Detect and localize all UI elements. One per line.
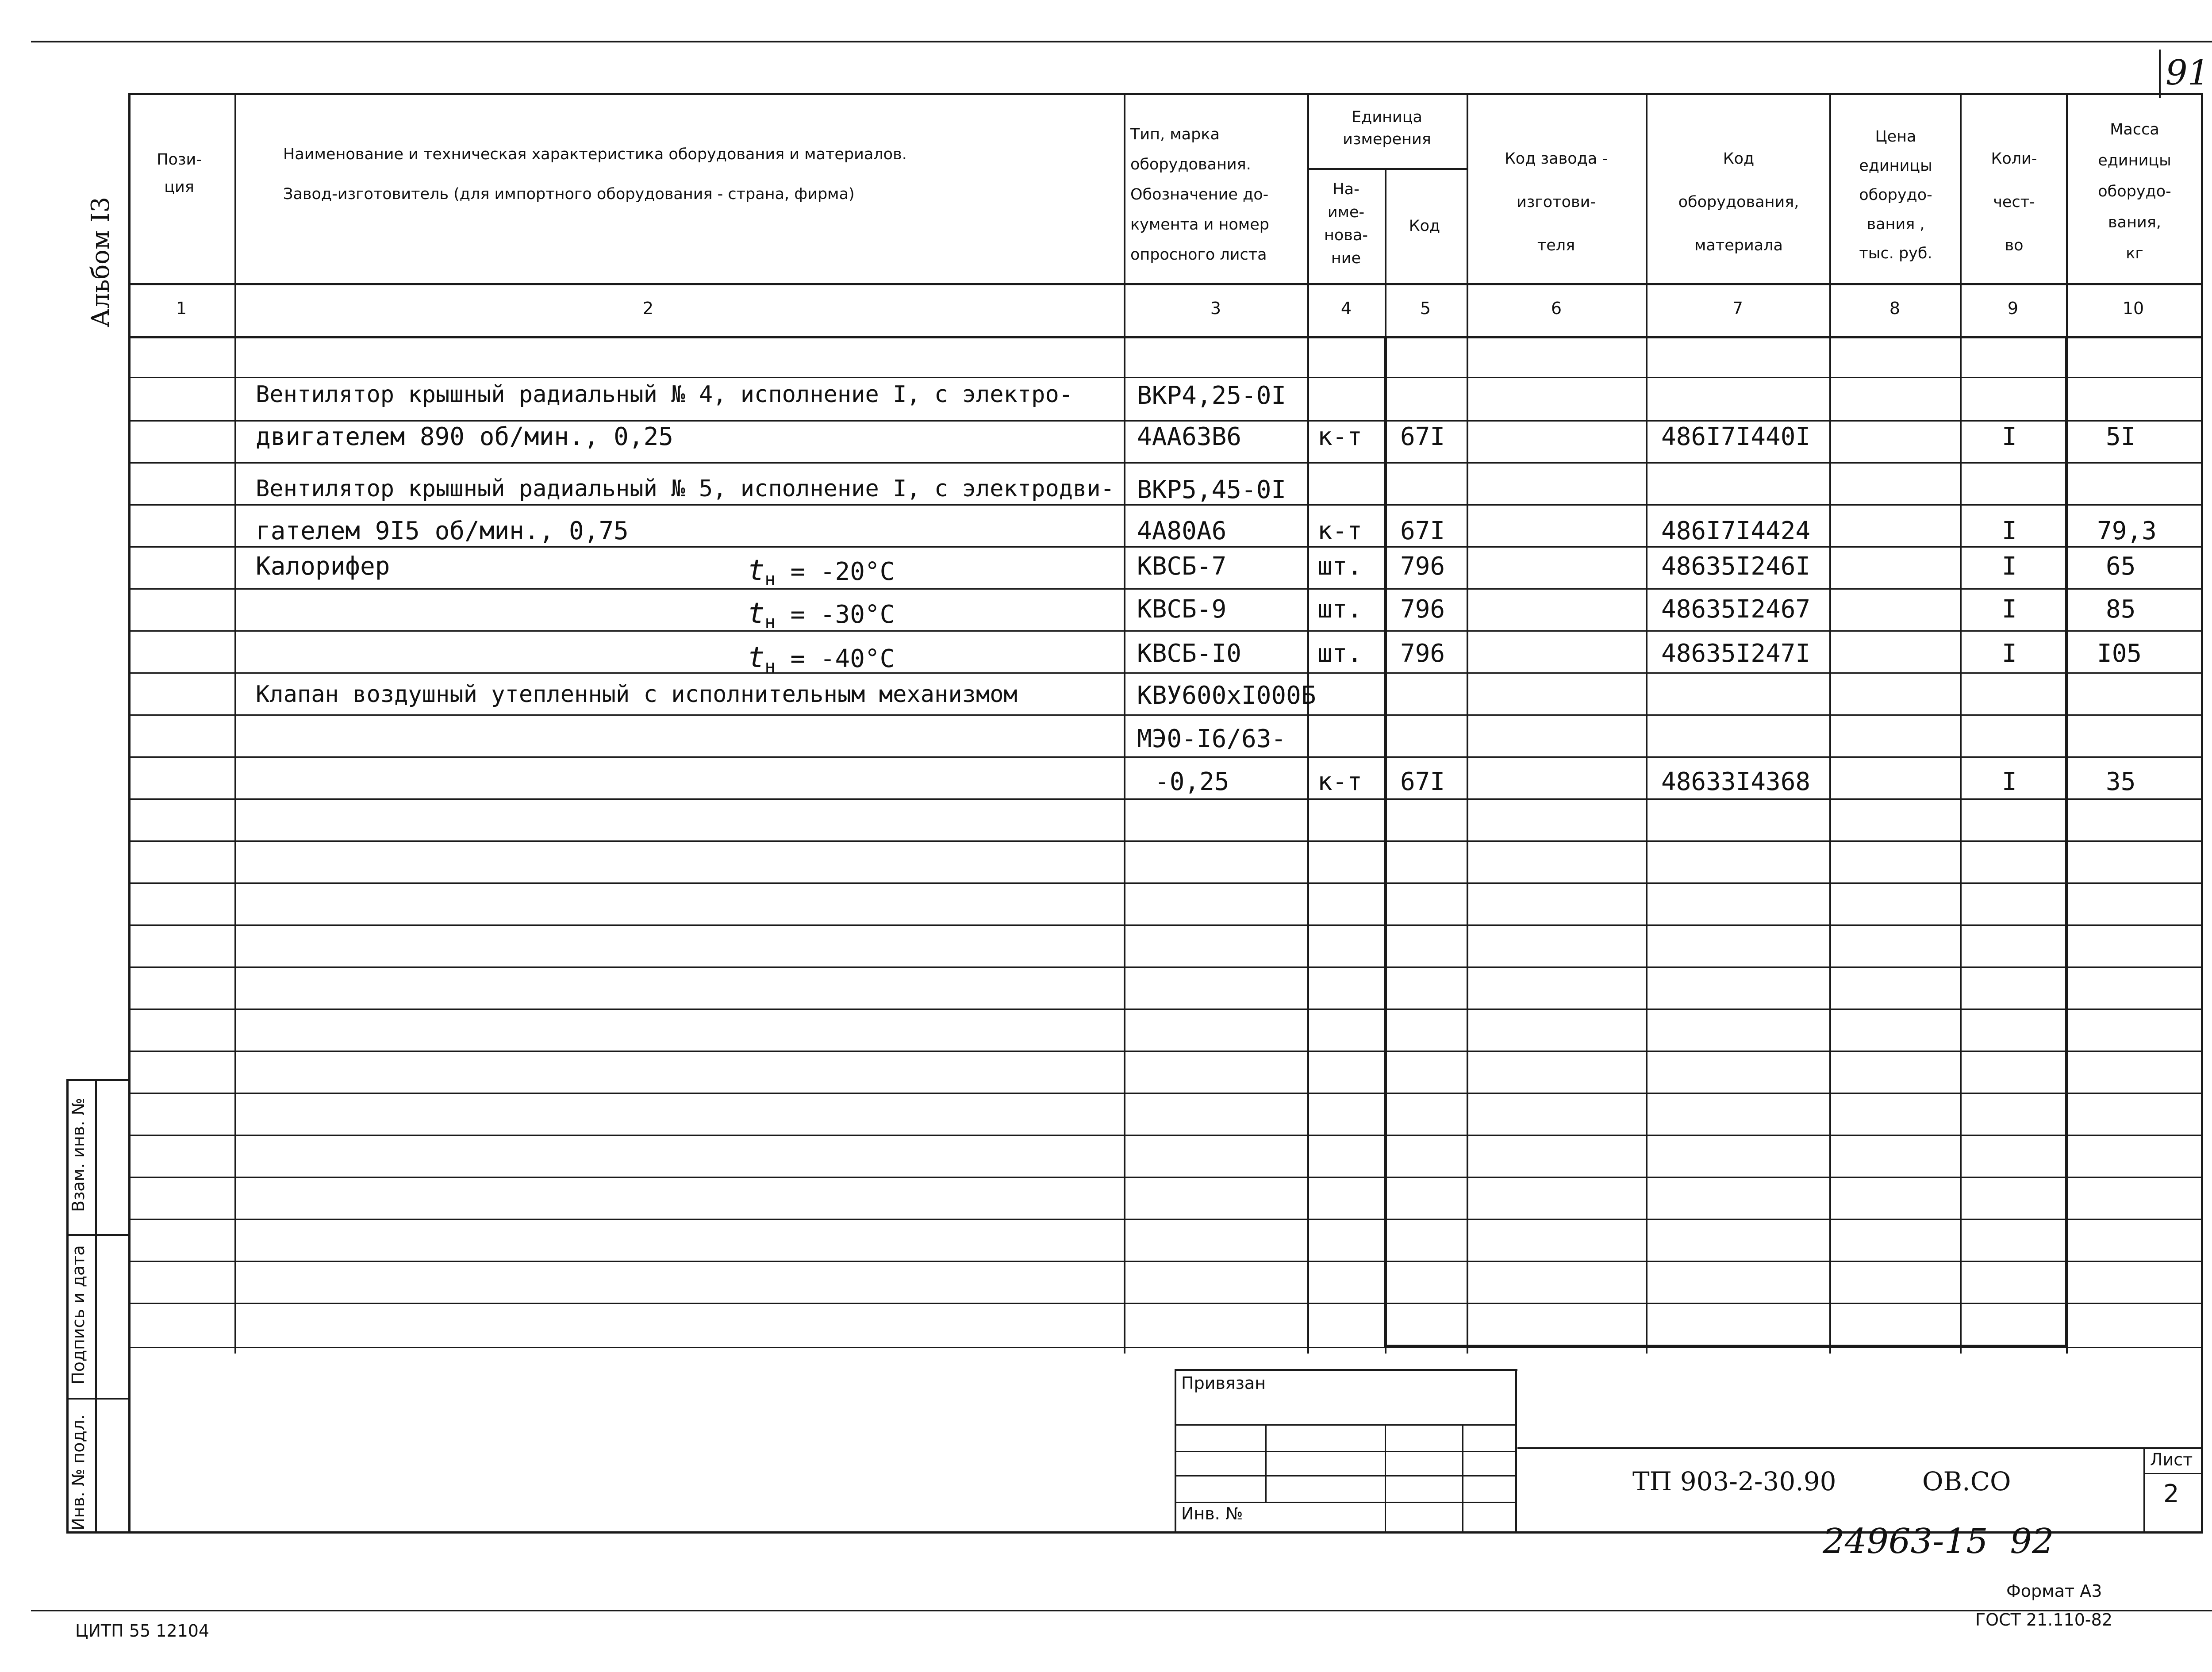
row-unit-code: 67I [1400,517,1445,545]
stamp-line [1175,1451,1515,1452]
row-type: МЭ0-I6/63- [1137,725,1286,753]
column-number: 6 [1551,299,1562,318]
row-line [128,1093,2203,1094]
row-type: -0,25 [1155,767,1229,796]
stamp-line [1175,1369,1517,1371]
header-plant-code: Код завода - изготови- теля [1504,150,1608,254]
column-number: 10 [2122,299,2144,318]
row-unit-name: шт. [1317,595,1363,624]
frame-top [128,93,2203,95]
header-mass: Масса единицы оборудо- вания, кг [2098,121,2171,262]
row-unit-name: к-т [1317,767,1363,796]
column-numbers-bottom-line [128,336,2203,338]
column-divider [1467,93,1468,1354]
column-divider [1960,93,1962,1354]
row-name: гателем 9I5 об/мин., 0,75 [256,517,629,545]
unit-subheader-line [1307,168,1467,170]
row-unit-name: к-т [1317,517,1363,545]
header-position: Пози- ция [157,151,202,196]
header-equipment-code: Код оборудования, материала [1678,150,1799,254]
row-unit-name: шт. [1317,639,1363,668]
column-number: 3 [1210,299,1221,318]
column-divider [1646,93,1647,1354]
row-equipment-code: 48635I247I [1661,639,1811,668]
header-unit-code: Код [1409,217,1440,235]
column-number: 4 [1340,299,1352,318]
row-name: Вентилятор крышный радиальный № 5, исполнение I, с электродви- [256,476,1115,502]
stamp-line [1175,1475,1515,1476]
column-number: 2 [642,299,654,318]
row-type: КВСБ-9 [1137,595,1227,624]
stamp-line [1462,1424,1463,1533]
row-line [128,1303,2203,1304]
row-mass: 79,3 [2097,517,2157,545]
row-line [128,1051,2203,1052]
row-temperature: $t_н = -20^\circ С$ [748,554,895,590]
row-line [128,546,2203,548]
row-quantity: I [2002,422,2017,451]
side-stamp-div [66,1234,128,1236]
column-number: 8 [1889,299,1901,318]
row-unit-code: 796 [1400,595,1445,624]
row-equipment-code: 486I7I4424 [1661,517,1811,545]
frame-right [2201,93,2203,1533]
frame-left [128,93,131,1533]
stamp-privyazan: Привязан [1181,1373,1266,1393]
row-line [128,504,2203,506]
header-bottom-line [128,283,2203,285]
row-line [128,756,2203,758]
row-line [128,1219,2203,1220]
row-line [128,588,2203,590]
stamp-line [1515,1369,1517,1533]
row-line [128,840,2203,842]
column-number: 7 [1732,299,1743,318]
page-number-mark: 91 [2166,53,2210,93]
side-label-podpis: Подпись и дата [69,1245,88,1384]
row-quantity: I [2002,767,2017,796]
stamp-line [2143,1473,2201,1474]
row-line [128,630,2203,632]
stamp-line [2143,1447,2145,1534]
side-label-inv-podl: Инв. № подл. [69,1414,88,1530]
row-quantity: I [2002,552,2017,581]
row-temperature: $t_н = -40^\circ С$ [748,641,895,677]
footer-left: ЦИТП 55 12104 [75,1621,210,1641]
row-line [128,462,2203,464]
row-quantity: I [2002,595,2017,624]
row-line [128,377,2203,378]
column-number: 5 [1420,299,1431,318]
row-line [128,1135,2203,1136]
row-line [128,1009,2203,1010]
row-unit-code: 67I [1400,422,1445,451]
footer-format: Формат А3 [2006,1581,2102,1601]
handwritten-number: 24963-15 92 [1823,1522,2054,1561]
column-divider [1124,93,1125,1354]
row-line [128,798,2203,800]
row-mass: 35 [2106,767,2136,796]
stamp-inv-no: Инв. № [1181,1504,1243,1523]
row-line [128,672,2203,674]
header-quantity: Коли- чест- во [1991,150,2037,254]
row-unit-code: 67I [1400,767,1445,796]
bottom-line [31,1610,2212,1611]
row-unit-code: 796 [1400,639,1445,668]
column-number: 1 [176,299,187,318]
row-type: КВСБ-7 [1137,552,1227,581]
row-mass: I05 [2097,639,2142,668]
row-mass: 85 [2106,595,2136,624]
row-line [128,420,2203,422]
sheet-label: Лист [2150,1450,2193,1469]
row-unit-name: к-т [1317,422,1363,451]
column-number: 9 [2007,299,2019,318]
row-equipment-code: 48635I2467 [1661,595,1811,624]
row-line [128,1177,2203,1178]
header-unit-group: Единица измерения [1343,108,1431,148]
row-equipment-code: 486I7I440I [1661,422,1811,451]
stamp-line [1265,1424,1267,1502]
row-type: КВУ600хI000Б [1137,681,1316,710]
row-type: 4А80А6 [1137,517,1227,545]
header-unit-name: На- име- нова- ние [1324,180,1368,267]
row-type: 4АА63В6 [1137,422,1242,451]
row-mass: 65 [2106,552,2136,581]
stamp-line [1175,1502,1515,1503]
row-line [128,924,2203,926]
row-type: ВКР5,45-0I [1137,476,1286,504]
row-type: ВКР4,25-0I [1137,381,1286,410]
row-line [128,882,2203,884]
header-price: Цена единицы оборудо- вания , тыс. руб. [1859,128,1932,262]
row-equipment-code: 48633I4368 [1661,767,1811,796]
row-temperature: $t_н = -30^\circ С$ [748,597,895,633]
side-stamp-inner [95,1079,97,1533]
row-equipment-code: 48635I246I [1661,552,1811,581]
column-divider [1307,93,1309,1354]
row-name: Вентилятор крышный радиальный № 4, исполнение I, с электро- [256,381,1073,408]
column-divider [234,93,236,1354]
row-name: Калорифер [256,552,390,581]
row-type: КВСБ-I0 [1137,639,1242,668]
row-line [128,966,2203,968]
side-label-vzam: Взам. инв. № [69,1097,88,1212]
row-quantity: I [2002,517,2017,545]
header-type: Тип, марка оборудования. Обозначение до- кумента и номер опросного листа [1130,126,1269,264]
side-stamp-div [66,1398,128,1400]
column-divider [1829,93,1831,1354]
row-line [128,714,2203,716]
stamp-line [1517,1447,2201,1449]
header-name: Наименование и техническая характеристика оборудования и материалов. Завод-изготовитель (для импортного оборудования - страна, фирма) [283,146,907,203]
footer-gost: ГОСТ 21.110-82 [1975,1610,2112,1630]
document-code: ТП 903-2-30.90 [1632,1466,1836,1496]
row-quantity: I [2002,639,2017,668]
row-name: двигателем 890 об/мин., 0,25 [256,422,674,451]
stamp-line [1385,1424,1386,1533]
side-stamp-top [66,1079,128,1081]
row-unit-code: 796 [1400,552,1445,581]
row-mass: 5I [2106,422,2136,451]
stamp-line [1175,1424,1515,1426]
row-unit-name: шт. [1317,552,1363,581]
table-bottom-line [128,1347,2203,1348]
document-mark: ОВ.СО [1922,1466,2011,1496]
sheet-number: 2 [2163,1480,2179,1508]
album-label: Альбом I3 [86,196,115,327]
row-name: Клапан воздушный утепленный с исполнительным механизмом [256,681,1018,708]
row-line [128,1261,2203,1262]
